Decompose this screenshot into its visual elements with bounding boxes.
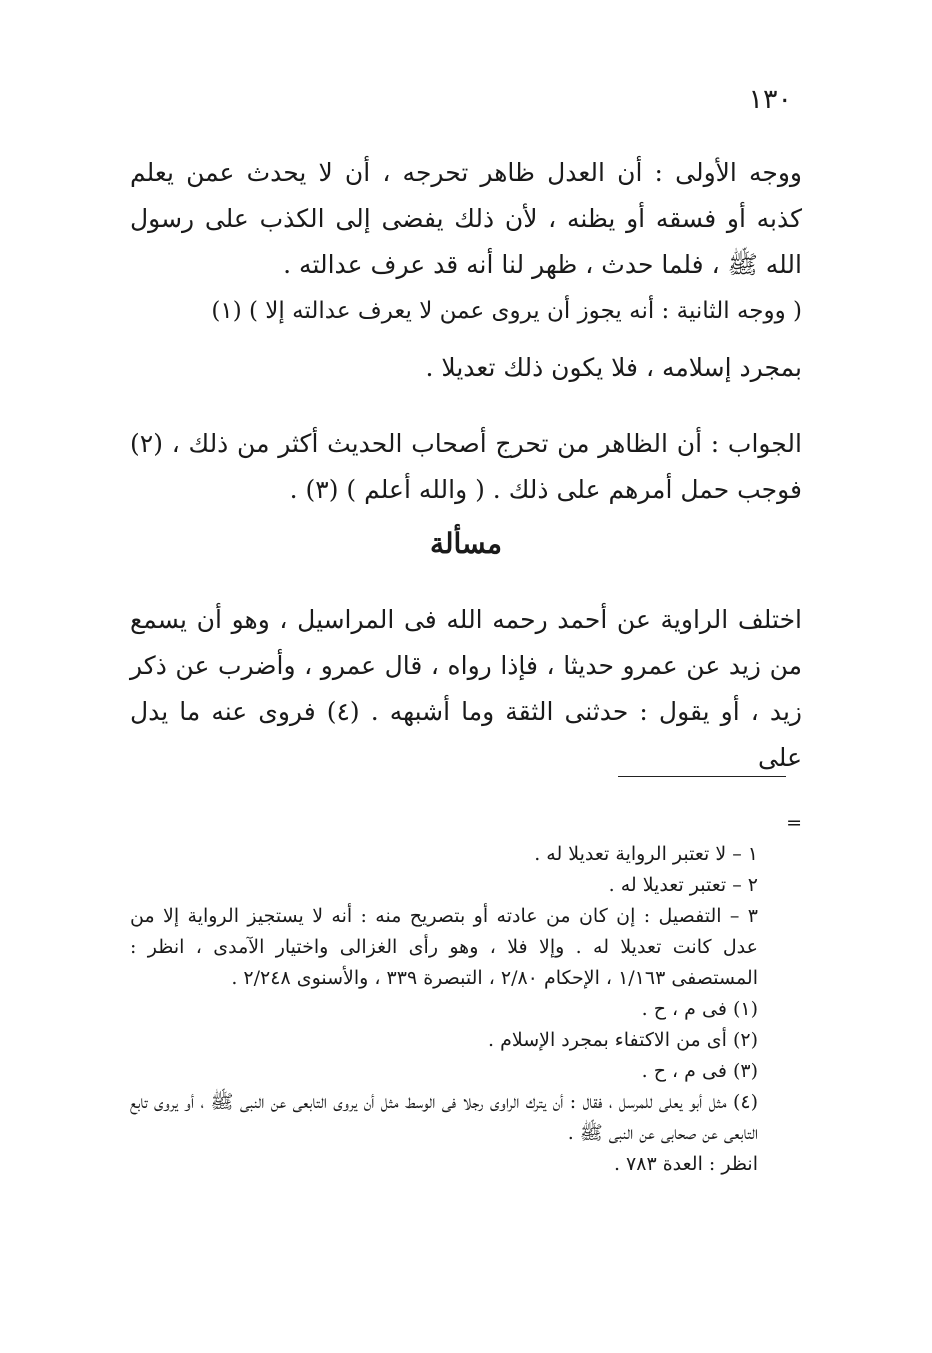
footnote-separator [618, 776, 786, 777]
footnote-3: (٣) فى م ، ح . [641, 1060, 758, 1082]
footnote-item-text: ٣ – التفصيل : إن كان من عادته أو بتصريح منه : أنه لا يستجيز الرواية إلا من عدل كانت تعديلا له . وإلا فلا ، وهو رأى الغزالى واختيار الآمدى ، انظر : المستصفى ١/١٦٣ ، الإحكام ٢/٨٠ ، التبصرة ٣٣٩ ، والأسنوى ٢/٢٤٨ . [130, 905, 758, 989]
paragraph-second-view-line1: ( ووجه الثانية : أنه يجوز أن يروى عمن لا يعرف عدالته إلا ) (١) [211, 298, 802, 324]
paragraph-answer [130, 421, 802, 513]
footnote-2: (٢) أى من الاكتفاء بمجرد الإسلام . [488, 1029, 758, 1051]
paragraph-second-view-line2: بمجرد إسلامه ، فلا يكون ذلك تعديلا . [425, 353, 802, 382]
paragraph-second-view [130, 293, 802, 391]
page-number: ١٣٠ [748, 84, 792, 115]
paragraph-text: الجواب : أن الظاهر من تحرج أصحاب الحديث أكثر من ذلك ، (٢) فوجب حمل أمرهم على ذلك . ( والله أعلم ) (٣) . [130, 429, 802, 504]
section-heading: مسألة [429, 527, 503, 560]
paragraph-text: اختلف الراوية عن أحمد رحمه الله فى المراسيل ، وهو أن يسمع من زيد عن عمرو حديثا ، فإذا رواه ، قال عمرو ، وأضرب عن ذكر زيد ، أو يقول : حدثنى الثقة وما أشبهه . (٤) فروى عنه ما يدل على [130, 605, 802, 772]
continuation-mark: = [786, 812, 802, 834]
footnote-4-reference: انظر : العدة ٧٨٣ . [613, 1153, 758, 1175]
footnote-1: (١) فى م ، ح . [641, 998, 758, 1020]
paragraph-text: ووجه الأولى : أن العدل ظاهر تحرجه ، أن لا يحدث عمن يعلم كذبه أو فسقه أو يظنه ، لأن ذلك يفضى إلى الكذب على رسول الله ﷺ ، فلما حدث ، ظهر لنا أنه قد عرف عدالته . [130, 158, 802, 279]
paragraph-first-view [130, 150, 802, 288]
paragraph-issue [130, 597, 802, 781]
footnote-continuation [130, 808, 802, 870]
footnote-4: (٤) مثل أبو يعلى للمرسل ، فقال : أن يترك الراوى رجلا فى الوسط مثل أن يروى التابعى عن النبى ﷺ ، أو يروى تابع التابعى عن صحابى عن النبى ﷺ . [130, 1091, 758, 1144]
footnotes [130, 808, 802, 1180]
footnote-item: ١ – لا تعتبر الرواية تعديلا له . [534, 843, 758, 865]
footnote-item: ٢ – تعتبر تعديلا له . [608, 874, 758, 896]
footnote-item [130, 901, 802, 994]
